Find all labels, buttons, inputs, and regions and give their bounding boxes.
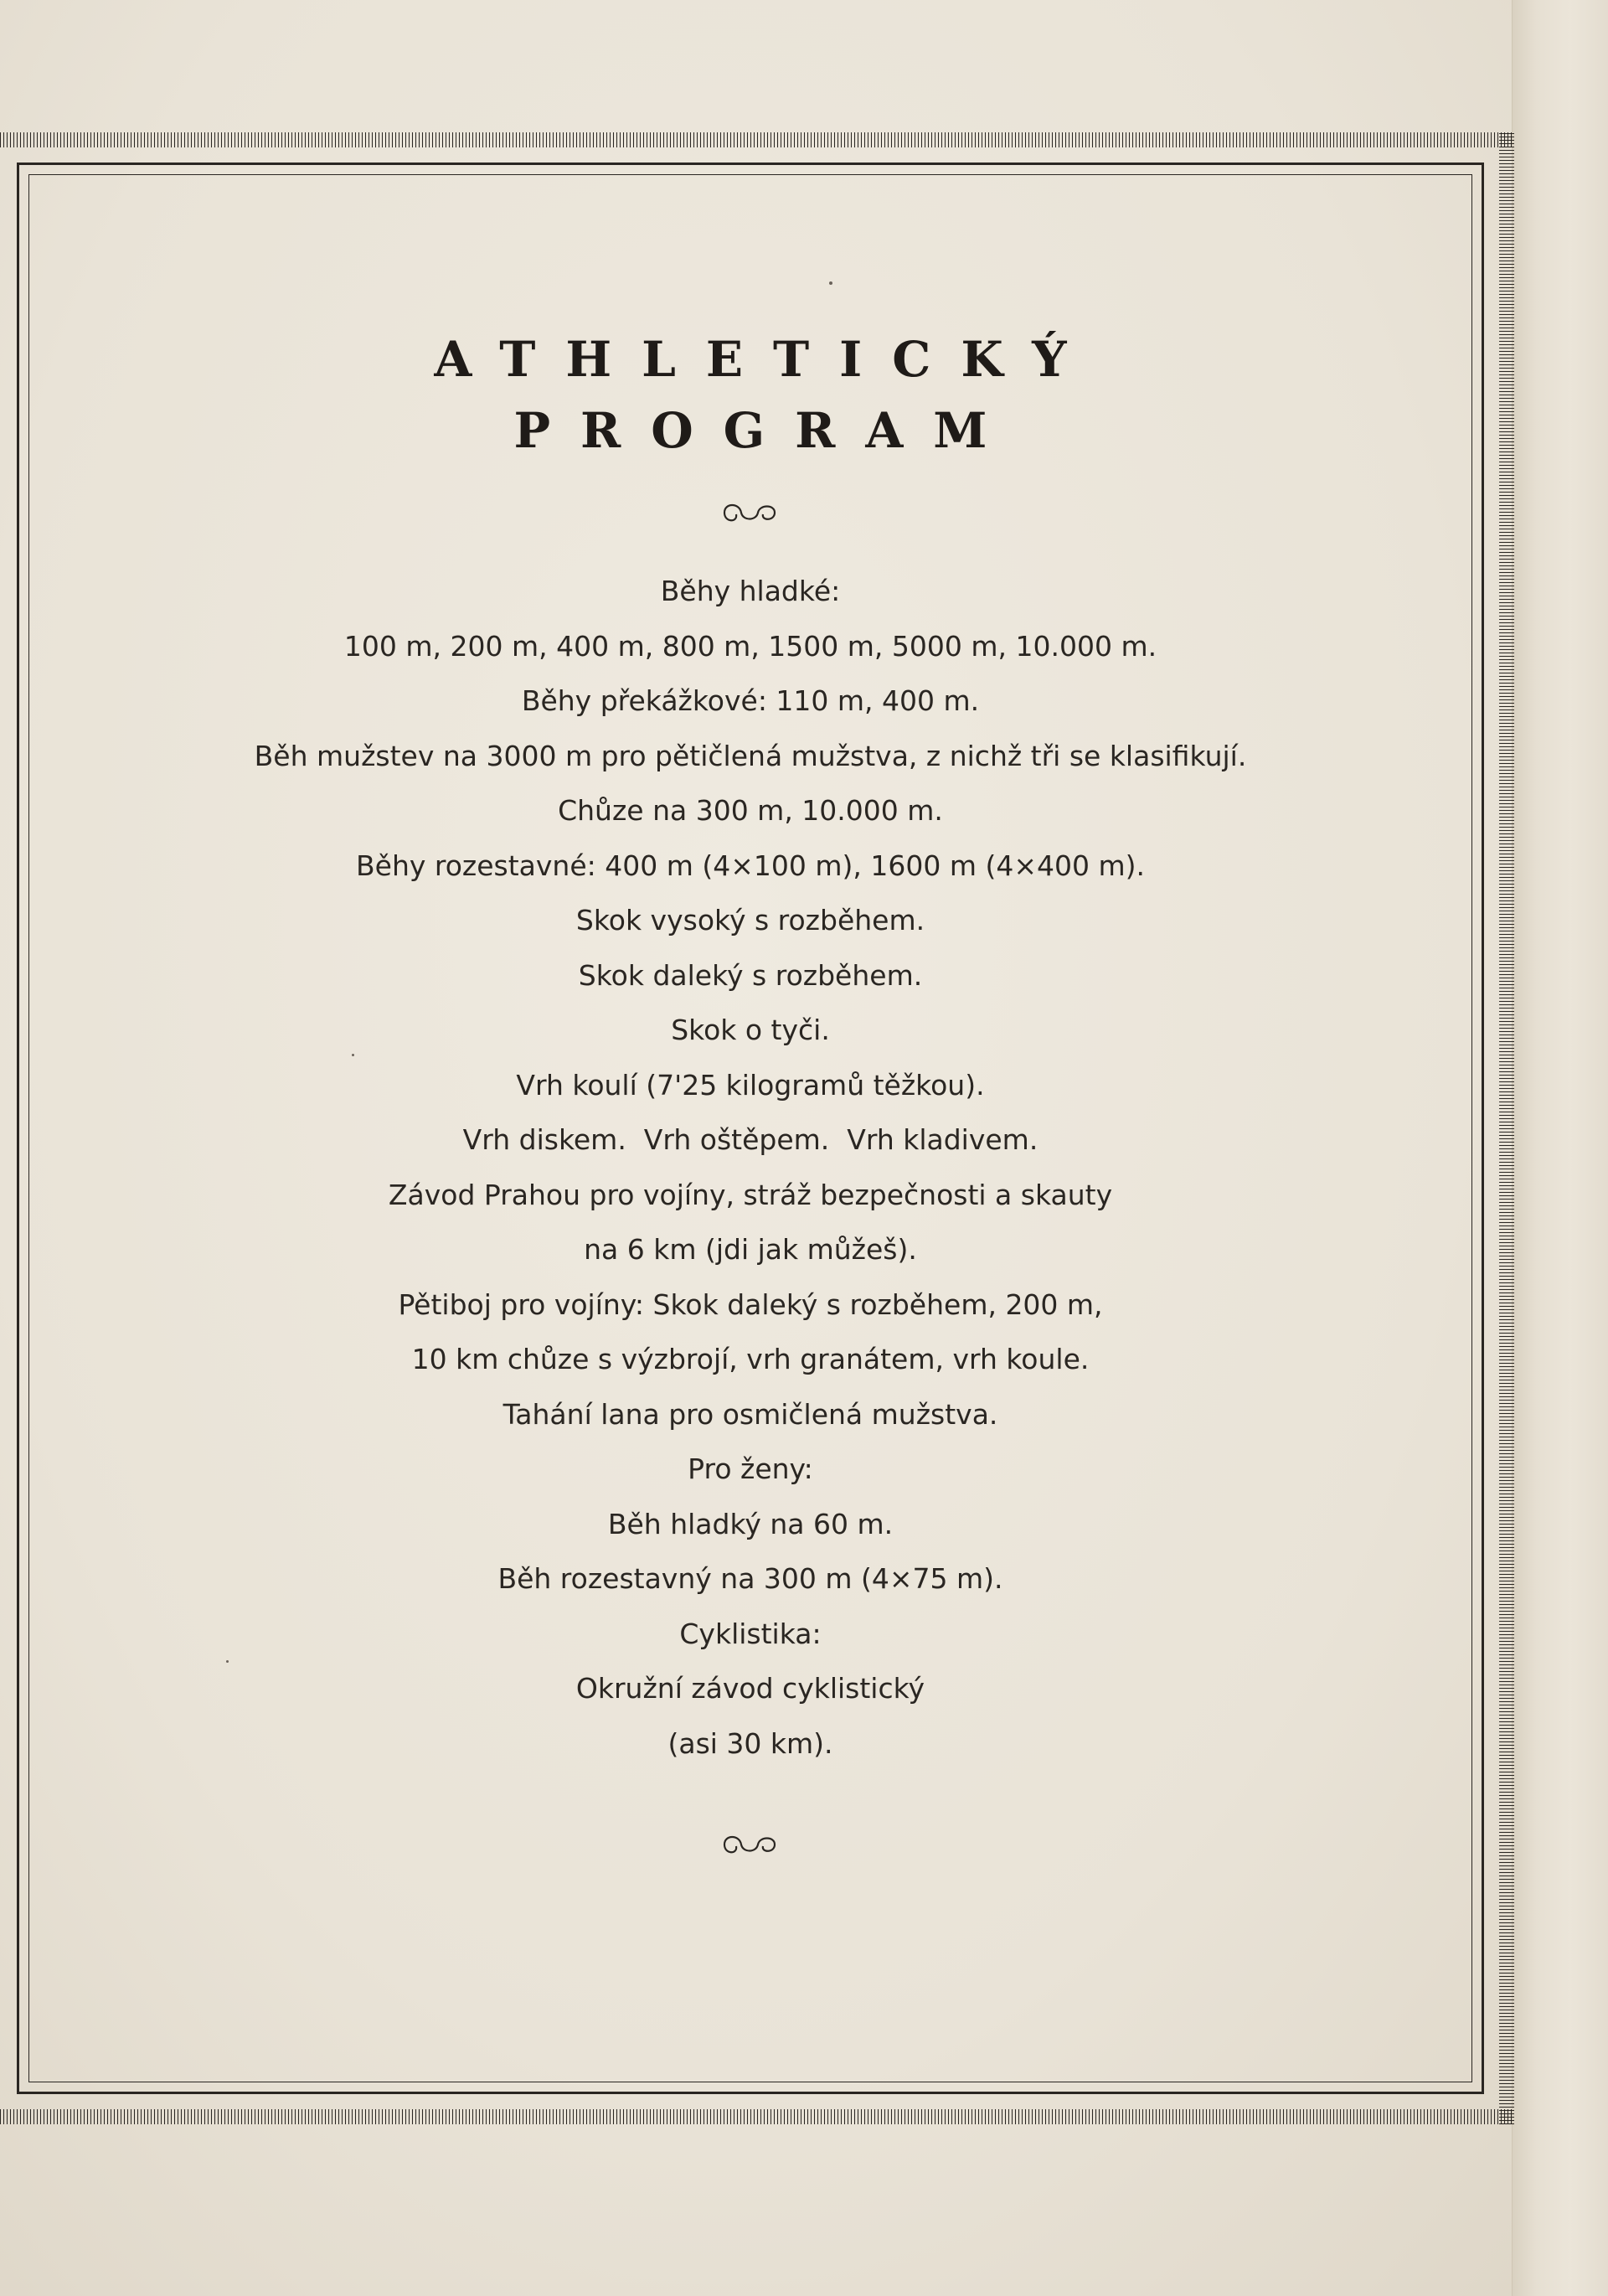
event-line: Běh mužstev na 3000 m pro pětičlená mužstva, z nichž tři se klasifikují. [254,739,1247,772]
event-line: Vrh koulí (7'25 kilogramů těžkou). [516,1068,985,1102]
event-line: Vrh diskem. Vrh oštěpem. Vrh kladivem. [462,1123,1038,1156]
event-line: Běhy hladké: [660,575,841,607]
event-line: Pětiboj pro vojíny: Skok daleký s rozběhem, 200 m, [398,1287,1103,1321]
event-line: Běhy překážkové: 110 m, 400 m. [521,684,980,717]
swirl-ornament-icon [699,1828,800,1861]
border-band-top [0,132,1514,147]
event-line: 10 km chůze s výzbrojí, vrh granátem, vrh koule. [411,1343,1090,1375]
paper-fleck [352,1054,354,1056]
event-list [28,564,1472,1771]
event-line: Běh hladký na 60 m. [607,1507,894,1540]
event-line: Skok o tyči. [671,1014,830,1046]
heading-athleticky: ATHLETICKÝ [434,331,1097,388]
event-line: Chůze na 300 m, 10.000 m. [558,794,943,827]
event-line: Okružní závod cyklistický [575,1672,925,1705]
event-line: Tahání lana pro osmičlená mužstva. [502,1397,998,1431]
event-line: Pro ženy: [688,1452,813,1485]
event-line: Běhy rozestavné: 400 m (4×100 m), 1600 m (4×400 m). [356,849,1145,882]
border-band-right [1499,132,1514,2124]
event-line: Cyklistika: [679,1617,822,1650]
event-line: Závod Prahou pro vojíny, stráž bezpečnosti a skauty [388,1178,1113,1211]
event-line: Běh rozestavný na 300 m (4×75 m). [497,1562,1003,1595]
event-line: (asi 30 km). [667,1726,833,1760]
event-line: Skok daleký s rozběhem. [578,958,923,992]
swirl-ornament-icon [699,496,800,529]
heading-program: PROGRAM [513,402,1018,459]
paper-fleck [226,1660,229,1663]
paper-fleck [829,281,832,285]
border-band-bottom [0,2109,1514,2124]
event-line: Skok vysoký s rozběhem. [575,904,925,936]
event-line: 100 m, 200 m, 400 m, 800 m, 1500 m, 5000 m, 10.000 m. [343,629,1157,663]
event-line: na 6 km (jdi jak můžeš). [584,1233,917,1266]
paper-fold [1512,0,1608,2296]
